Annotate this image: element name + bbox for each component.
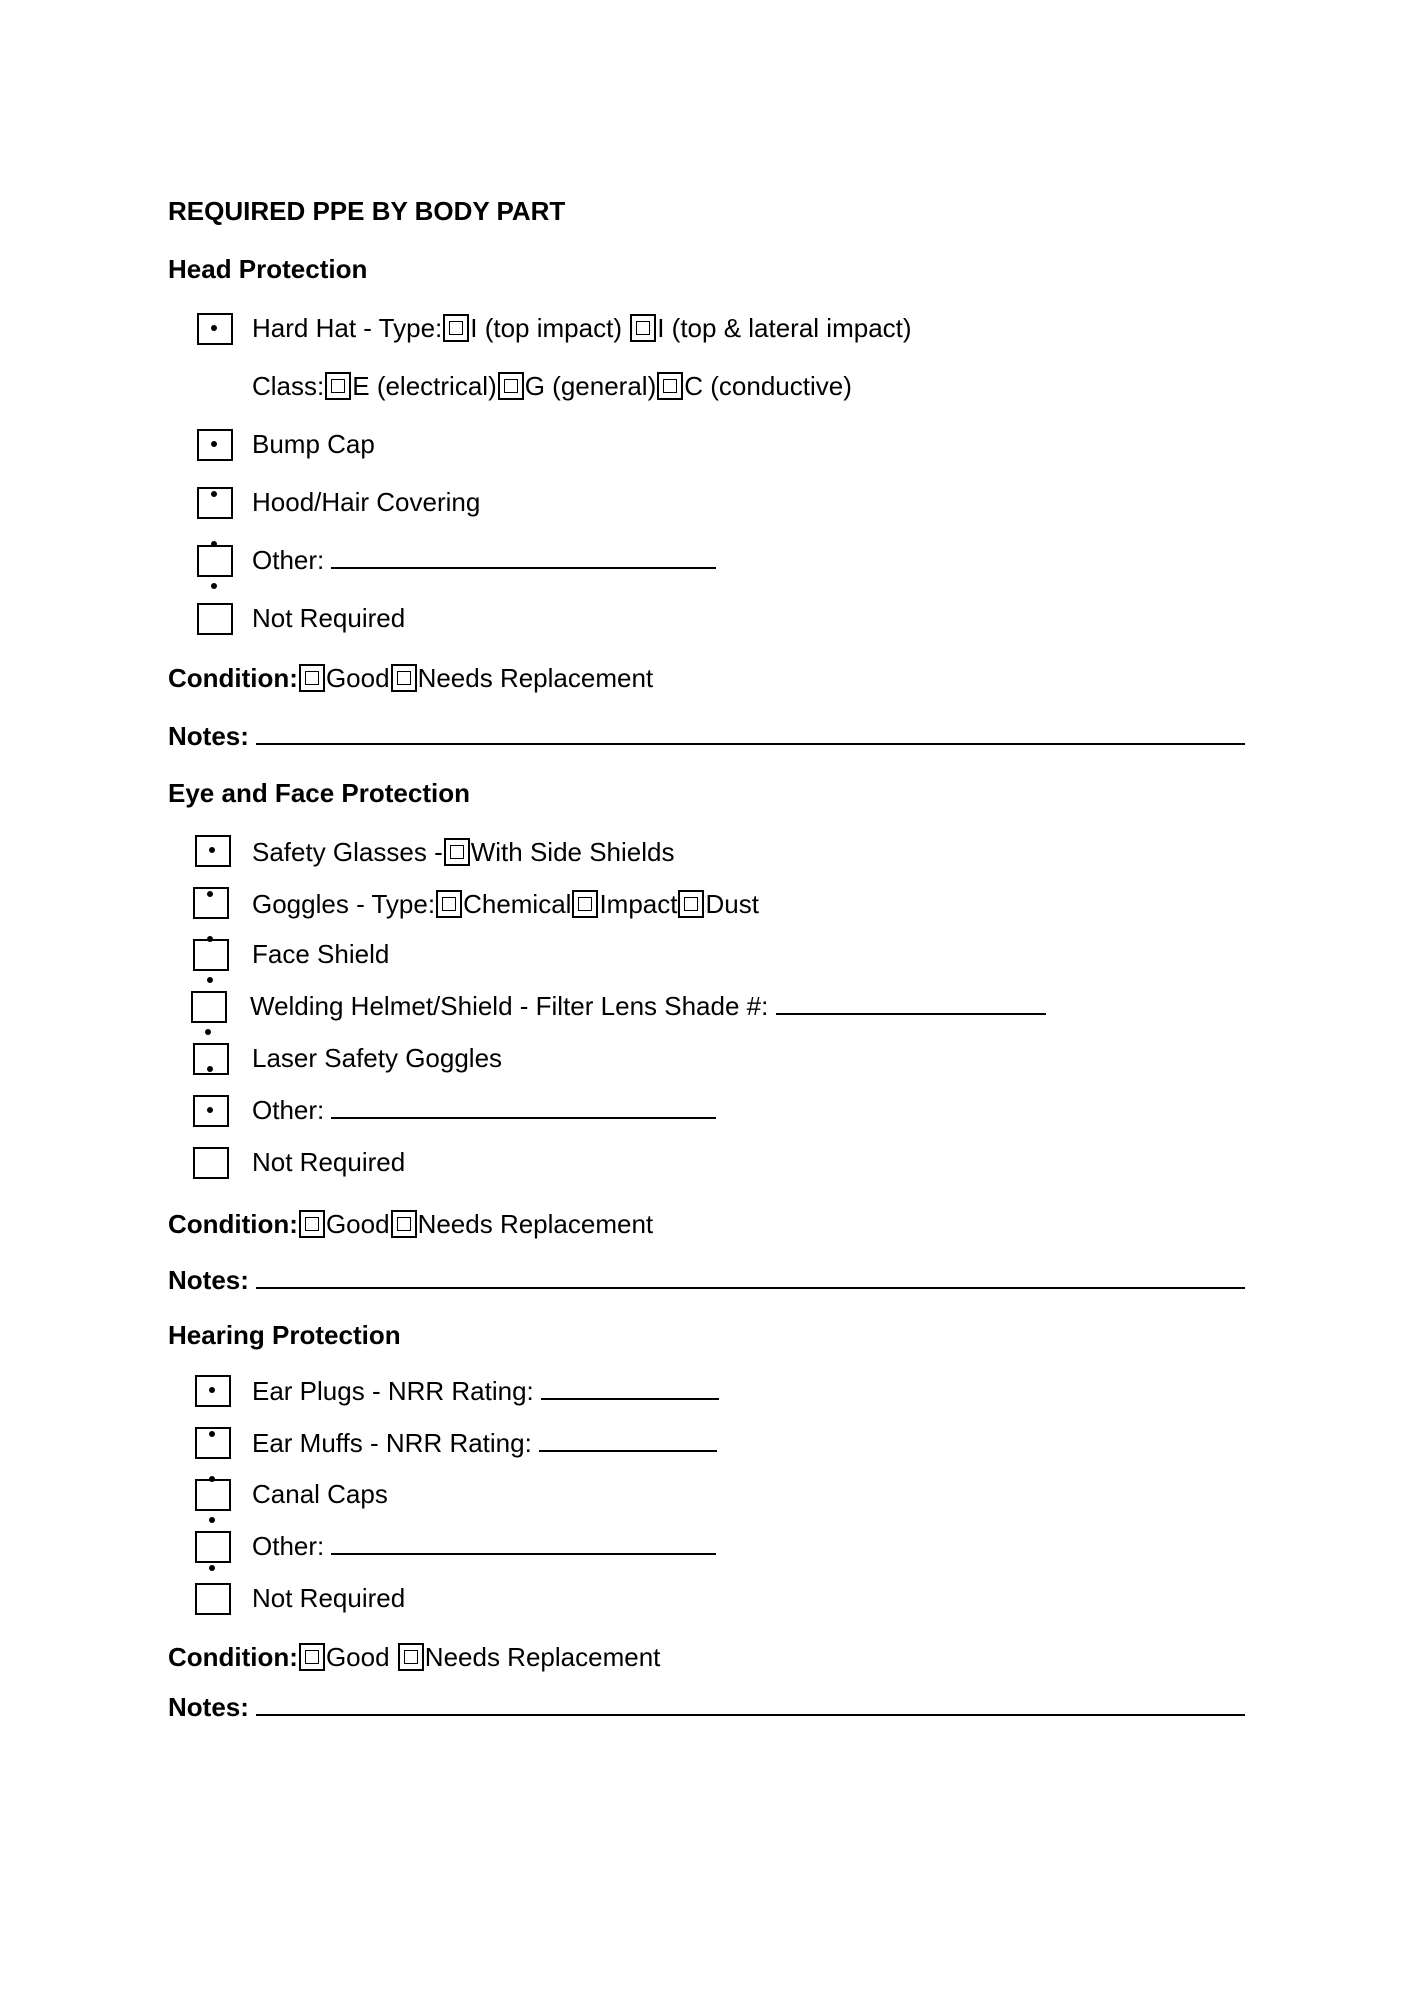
eye-good-checkbox[interactable] — [299, 1210, 325, 1238]
hard-hat-checkbox[interactable] — [197, 313, 233, 345]
head-other-field[interactable] — [331, 545, 716, 569]
eye-not-required-checkbox[interactable] — [193, 1147, 229, 1179]
face-shield-checkbox[interactable] — [193, 939, 229, 971]
hearing-needs-replacement-checkbox[interactable] — [398, 1643, 424, 1671]
goggles-row — [252, 889, 759, 919]
hearing-other-label: Other: — [252, 1531, 325, 1561]
head-condition-row — [168, 663, 653, 693]
ear-plugs-nrr-field[interactable] — [541, 1376, 719, 1400]
type-i-top-label: I (top impact) — [470, 313, 622, 343]
ear-muffs-label: Ear Muffs - NRR Rating: — [252, 1428, 532, 1458]
eye-condition-row — [168, 1209, 653, 1239]
hard-hat-class-row — [252, 371, 852, 401]
face-shield-label: Face Shield — [252, 939, 390, 969]
safety-glasses-checkbox[interactable] — [195, 835, 231, 867]
eye-needs-replacement-label: Needs Replacement — [417, 1209, 654, 1239]
head-notes-field[interactable] — [256, 721, 1245, 745]
eye-condition-label: Condition: — [168, 1209, 298, 1239]
ear-plugs-checkbox[interactable] — [195, 1375, 231, 1407]
class-label: Class: — [252, 371, 325, 401]
welding-helmet-row — [250, 991, 1046, 1021]
hearing-notes-row — [168, 1692, 1245, 1722]
hood-hair-covering-checkbox[interactable] — [197, 487, 233, 519]
side-shields-checkbox[interactable] — [444, 838, 470, 866]
eye-good-label: Good — [325, 1209, 390, 1239]
hearing-not-required-label: Not Required — [252, 1583, 406, 1613]
head-condition-label: Condition: — [168, 663, 298, 693]
eye-other-row — [252, 1095, 716, 1125]
ear-muffs-nrr-field[interactable] — [539, 1428, 717, 1452]
hearing-notes-field[interactable] — [256, 1692, 1245, 1716]
page-title: REQUIRED PPE BY BODY PART — [168, 196, 566, 226]
head-needs-replacement-label: Needs Replacement — [417, 663, 654, 693]
head-other-label: Other: — [252, 545, 325, 575]
bump-cap-label: Bump Cap — [252, 429, 375, 459]
eye-notes-field[interactable] — [256, 1265, 1245, 1289]
type-i-lateral-checkbox[interactable] — [630, 314, 656, 342]
eye-other-field[interactable] — [331, 1095, 716, 1119]
head-not-required-label: Not Required — [252, 603, 406, 633]
safety-glasses-label: Safety Glasses - — [252, 837, 443, 867]
welding-helmet-label: Welding Helmet/Shield - Filter Lens Shade #: — [250, 991, 769, 1021]
eye-not-required-label: Not Required — [252, 1147, 406, 1177]
head-protection-heading: Head Protection — [168, 254, 368, 284]
goggles-chemical-label: Chemical — [463, 889, 572, 919]
eye-other-label: Other: — [252, 1095, 325, 1125]
bump-cap-checkbox[interactable] — [197, 429, 233, 461]
eye-notes-label: Notes: — [168, 1265, 249, 1295]
canal-caps-checkbox[interactable] — [195, 1479, 231, 1511]
goggles-impact-label: Impact — [599, 889, 678, 919]
goggles-dust-checkbox[interactable] — [678, 890, 704, 918]
head-other-checkbox[interactable] — [197, 545, 233, 577]
class-e-label: E (electrical) — [352, 371, 497, 401]
hearing-condition-label: Condition: — [168, 1642, 298, 1672]
hearing-condition-row — [168, 1642, 660, 1672]
head-other-row — [252, 545, 716, 575]
hood-hair-covering-label: Hood/Hair Covering — [252, 487, 481, 517]
ear-muffs-checkbox[interactable] — [195, 1427, 231, 1459]
head-notes-label: Notes: — [168, 721, 249, 751]
head-needs-replacement-checkbox[interactable] — [391, 664, 417, 692]
hearing-needs-replacement-label: Needs Replacement — [424, 1642, 661, 1672]
welding-helmet-checkbox[interactable] — [191, 991, 227, 1023]
head-good-checkbox[interactable] — [299, 664, 325, 692]
class-e-checkbox[interactable] — [325, 372, 351, 400]
ear-plugs-row — [252, 1376, 719, 1406]
filter-lens-shade-field[interactable] — [776, 991, 1046, 1015]
goggles-label: Goggles - Type: — [252, 889, 436, 919]
head-notes-row — [168, 721, 1245, 751]
goggles-checkbox[interactable] — [193, 887, 229, 919]
class-c-label: C (conductive) — [684, 371, 852, 401]
type-i-lateral-label: I (top & lateral impact) — [657, 313, 912, 343]
hearing-protection-heading: Hearing Protection — [168, 1320, 401, 1350]
head-good-label: Good — [325, 663, 390, 693]
eye-face-protection-heading: Eye and Face Protection — [168, 778, 470, 808]
hearing-other-checkbox[interactable] — [195, 1531, 231, 1563]
eye-notes-row — [168, 1265, 1245, 1295]
hearing-not-required-checkbox[interactable] — [195, 1583, 231, 1615]
goggles-impact-checkbox[interactable] — [572, 890, 598, 918]
hearing-notes-label: Notes: — [168, 1692, 249, 1722]
laser-goggles-label: Laser Safety Goggles — [252, 1043, 503, 1073]
class-g-checkbox[interactable] — [498, 372, 524, 400]
goggles-chemical-checkbox[interactable] — [436, 890, 462, 918]
class-c-checkbox[interactable] — [657, 372, 683, 400]
hard-hat-row — [252, 313, 912, 343]
side-shields-label: With Side Shields — [470, 837, 675, 867]
hearing-good-label: Good — [325, 1642, 390, 1672]
type-i-top-checkbox[interactable] — [443, 314, 469, 342]
class-g-label: G (general) — [524, 371, 657, 401]
hearing-other-field[interactable] — [331, 1531, 716, 1555]
laser-goggles-checkbox[interactable] — [193, 1043, 229, 1075]
eye-needs-replacement-checkbox[interactable] — [391, 1210, 417, 1238]
canal-caps-label: Canal Caps — [252, 1479, 388, 1509]
ear-plugs-label: Ear Plugs - NRR Rating: — [252, 1376, 534, 1406]
hard-hat-label: Hard Hat - Type: — [252, 313, 443, 343]
eye-other-checkbox[interactable] — [193, 1095, 229, 1127]
hearing-other-row — [252, 1531, 716, 1561]
safety-glasses-row — [252, 837, 675, 867]
ear-muffs-row — [252, 1428, 717, 1458]
goggles-dust-label: Dust — [705, 889, 759, 919]
head-not-required-checkbox[interactable] — [197, 603, 233, 635]
hearing-good-checkbox[interactable] — [299, 1643, 325, 1671]
